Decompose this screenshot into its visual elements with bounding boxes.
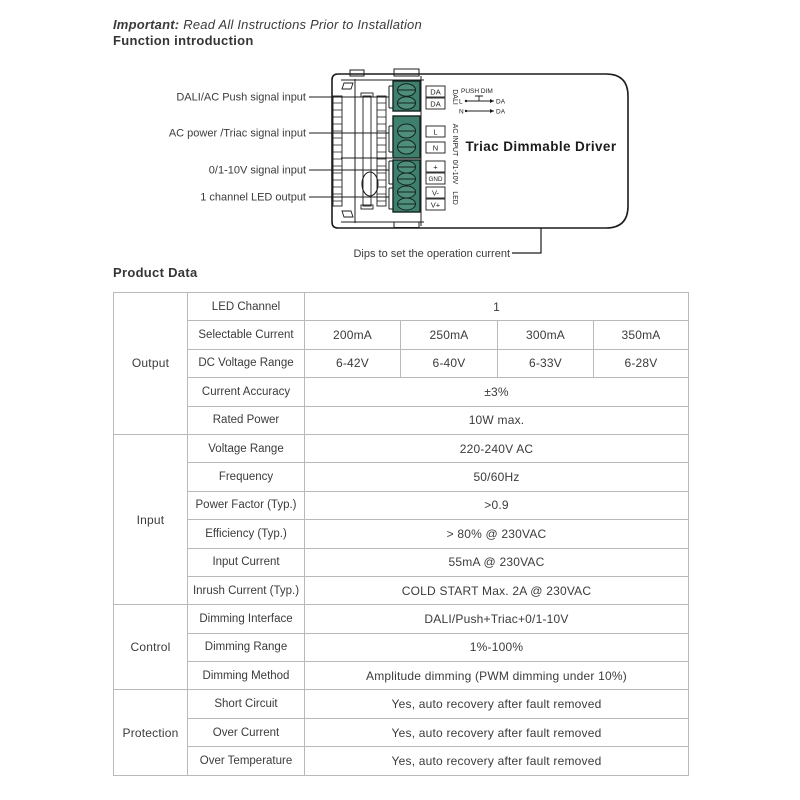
- value-selectable-current-2: 250mA: [401, 321, 498, 349]
- terminal-labels: [426, 86, 445, 210]
- table-row: [114, 548, 689, 576]
- value-selectable-current-4: 350mA: [594, 321, 689, 349]
- callout-dali-ac-push-input: DALI/AC Push signal input: [176, 91, 306, 104]
- table-row: [114, 491, 689, 519]
- table-row: [114, 690, 689, 718]
- table-row: [114, 406, 689, 434]
- value-over-current: Yes, auto recovery after fault removed: [305, 718, 689, 746]
- param-short-circuit: Short Circuit: [188, 690, 305, 718]
- value-selectable-current-1: 200mA: [305, 321, 401, 349]
- param-power-factor: Power Factor (Typ.): [188, 491, 305, 519]
- terminal-vminus-label: V-: [431, 188, 440, 198]
- param-selectable-current: Selectable Current: [188, 321, 305, 349]
- product-data-table: [113, 292, 689, 776]
- table-row: [114, 605, 689, 633]
- section-title-function-introduction: Function introduction: [113, 33, 254, 48]
- param-inrush-current: Inrush Current (Typ.): [188, 576, 305, 604]
- table-row: [114, 349, 689, 377]
- param-over-temperature: Over Temperature: [188, 747, 305, 775]
- section-title-product-data: Product Data: [113, 265, 198, 280]
- callout-0-1-10v-input: 0/1-10V signal input: [208, 164, 306, 177]
- category-control: Control: [114, 605, 188, 690]
- value-dc-voltage-range-3: 6-33V: [498, 349, 594, 377]
- device-title: Triac Dimmable Driver: [465, 139, 617, 154]
- push-dim-da1-label: DA: [496, 98, 506, 106]
- terminal-plus-label: +: [433, 162, 438, 172]
- value-inrush-current: COLD START Max. 2A @ 230VAC: [305, 576, 689, 604]
- value-short-circuit: Yes, auto recovery after fault removed: [305, 690, 689, 718]
- value-led-channel: 1: [305, 293, 689, 321]
- group-ac-input-label: AC INPUT: [451, 123, 458, 157]
- value-dc-voltage-range-1: 6-42V: [305, 349, 401, 377]
- value-dimming-range: 1%-100%: [305, 633, 689, 661]
- category-output: Output: [114, 293, 188, 435]
- param-dimming-method: Dimming Method: [188, 662, 305, 690]
- table-row: [114, 434, 689, 462]
- callout-leader-lines: [309, 86, 394, 209]
- param-over-current: Over Current: [188, 718, 305, 746]
- callout-1ch-led-output: 1 channel LED output: [200, 191, 306, 204]
- important-note: [113, 17, 422, 32]
- value-current-accuracy: ±3%: [305, 378, 689, 406]
- table-row: [114, 520, 689, 548]
- terminal-vplus-label: V+: [430, 200, 441, 210]
- param-current-accuracy: Current Accuracy: [188, 378, 305, 406]
- param-rated-power: Rated Power: [188, 406, 305, 434]
- param-dimming-interface: Dimming Interface: [188, 605, 305, 633]
- value-dc-voltage-range-2: 6-40V: [401, 349, 498, 377]
- table-row: [114, 378, 689, 406]
- terminal-n-label: N: [432, 143, 439, 153]
- category-protection: Protection: [114, 690, 188, 775]
- table-row: [114, 293, 689, 321]
- dip-note: Dips to set the operation current: [353, 248, 510, 260]
- param-dc-voltage-range: DC Voltage Range: [188, 349, 305, 377]
- table-row: [114, 662, 689, 690]
- terminal-l-label: L: [433, 127, 438, 137]
- push-dim-da2-label: DA: [496, 108, 506, 116]
- device-diagram: [0, 60, 800, 270]
- value-selectable-current-3: 300mA: [498, 321, 594, 349]
- param-led-channel: LED Channel: [188, 293, 305, 321]
- push-dim-diagram: [459, 88, 506, 116]
- value-dc-voltage-range-4: 6-28V: [594, 349, 689, 377]
- dip-note-leader-line: [512, 228, 541, 253]
- value-power-factor: >0.9: [305, 491, 689, 519]
- group-led-label: LED: [451, 191, 458, 205]
- table-row: [114, 718, 689, 746]
- value-dimming-method: Amplitude dimming (PWM dimming under 10%): [305, 662, 689, 690]
- group-0-1-10v-label: 0/1-10V: [451, 159, 458, 185]
- table-row: [114, 321, 689, 349]
- callout-ac-power-triac-input: AC power /Triac signal input: [168, 127, 306, 140]
- value-rated-power: 10W max.: [305, 406, 689, 434]
- param-dimming-range: Dimming Range: [188, 633, 305, 661]
- terminal-da2-label: DA: [430, 99, 441, 109]
- terminal-da1-label: DA: [430, 87, 441, 97]
- param-efficiency: Efficiency (Typ.): [188, 520, 305, 548]
- important-text: Read All Instructions Prior to Installation: [183, 17, 422, 32]
- value-over-temperature: Yes, auto recovery after fault removed: [305, 747, 689, 775]
- value-frequency: 50/60Hz: [305, 463, 689, 491]
- param-frequency: Frequency: [188, 463, 305, 491]
- category-input: Input: [114, 434, 188, 604]
- important-label: Important:: [113, 17, 180, 32]
- push-dim-title: PUSH DIM: [461, 88, 493, 95]
- table-row: [114, 633, 689, 661]
- value-input-current: 55mA @ 230VAC: [305, 548, 689, 576]
- value-dimming-interface: DALI/Push+Triac+0/1-10V: [305, 605, 689, 633]
- group-dali-label: DALI: [451, 89, 458, 105]
- param-input-current: Input Current: [188, 548, 305, 576]
- push-dim-n-label: N: [459, 108, 464, 116]
- value-voltage-range: 220-240V AC: [305, 434, 689, 462]
- table-row: [114, 463, 689, 491]
- param-voltage-range: Voltage Range: [188, 434, 305, 462]
- table-row: [114, 576, 689, 604]
- terminal-blocks: [393, 81, 420, 212]
- value-efficiency: > 80% @ 230VAC: [305, 520, 689, 548]
- push-dim-l-label: L: [459, 98, 463, 106]
- terminal-gnd-label: GND: [428, 176, 443, 183]
- terminal-group-labels: [451, 89, 458, 205]
- table-row: [114, 747, 689, 775]
